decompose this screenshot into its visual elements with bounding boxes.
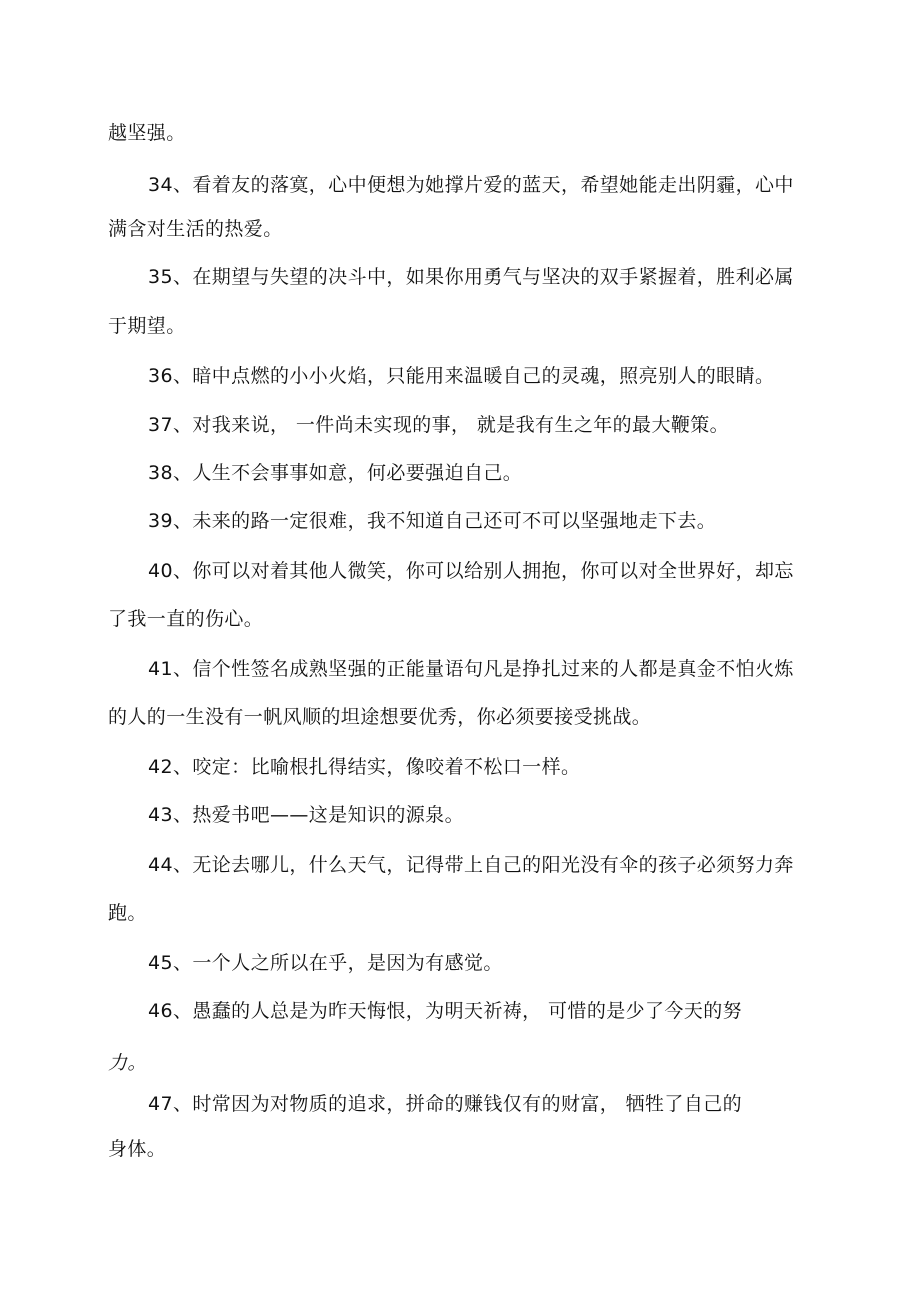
text-line-item-47: 47、时常因为对物质的追求，拼命的赚钱仅有的财富， 牺牲了自己的 [148, 1093, 743, 1115]
text-line-item-44: 44、无论去哪儿，什么天气，记得带上自己的阳光没有伞的孩子必须努力奔 [148, 854, 794, 876]
text-line-item-43: 43、热爱书吧——这是知识的源泉。 [148, 804, 464, 826]
text-line-continuation: 的人的一生没有一帆风顺的坦途想要优秀，你必须要接受挑战。 [108, 706, 652, 728]
text-line-continuation: 身体。 [108, 1138, 167, 1160]
text-line-continuation: 越坚强。 [108, 122, 186, 144]
text-line-continuation: 力。 [108, 1052, 147, 1074]
text-line-item-41: 41、信个性签名成熟坚强的正能量语句凡是挣扎过来的人都是真金不怕火炼 [148, 658, 794, 680]
text-line-item-40: 40、你可以对着其他人微笑，你可以给别人拥抱，你可以对全世界好，却忘 [148, 560, 794, 582]
text-line-item-38: 38、人生不会事事如意，何必要强迫自己。 [148, 462, 523, 484]
text-line-item-42: 42、咬定：比喻根扎得结实，像咬着不松口一样。 [148, 756, 581, 778]
text-line-continuation: 跑。 [108, 902, 147, 924]
text-line-item-35: 35、在期望与失望的决斗中，如果你用勇气与坚决的双手紧握着，胜利必属 [148, 266, 794, 288]
text-line-continuation: 了我一直的伤心。 [108, 608, 264, 630]
text-line-item-37: 37、对我来说， 一件尚未实现的事， 就是我有生之年的最大鞭策。 [148, 414, 730, 436]
text-line-item-34: 34、看着友的落寞，心中便想为她撑片爱的蓝天，希望她能走出阴霾，心中 [148, 174, 794, 196]
text-line-continuation: 满含对生活的热爱。 [108, 218, 283, 240]
text-line-item-46: 46、愚蠢的人总是为昨天悔恨，为明天祈祷， 可惜的是少了今天的努 [148, 1000, 743, 1022]
text-line-item-39: 39、未来的路一定很难，我不知道自己还可不可以坚强地走下去。 [148, 510, 717, 532]
text-line-item-45: 45、一个人之所以在乎，是因为有感觉。 [148, 952, 503, 974]
text-line-item-36: 36、暗中点燃的小小火焰，只能用来温暖自己的灵魂，照亮别人的眼睛。 [148, 365, 775, 387]
text-line-continuation: 于期望。 [108, 315, 186, 337]
